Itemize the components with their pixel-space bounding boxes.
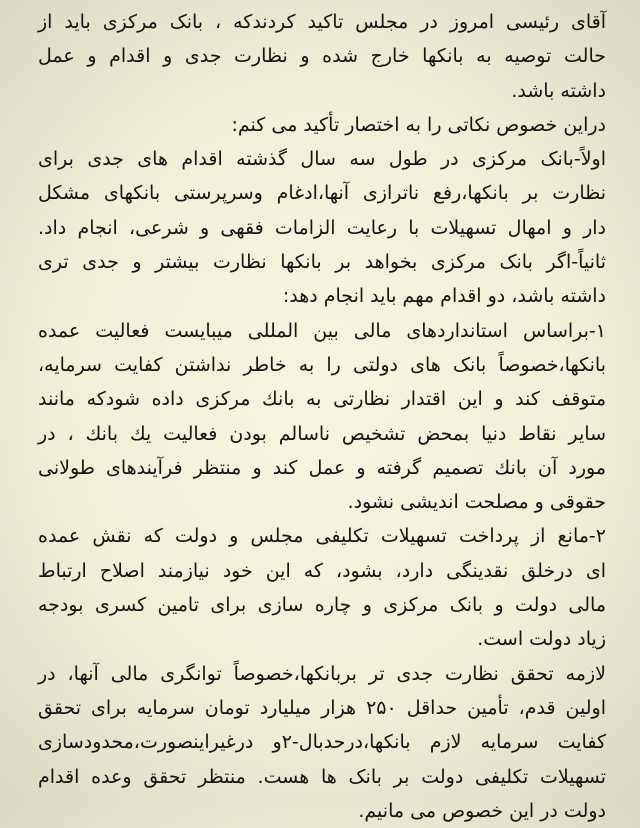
text-line: داشته باشد.: [511, 79, 606, 102]
text-line: دولت در این خصوص می مانیم.: [358, 799, 606, 822]
text-line: اولین قدم، تأمین حداقل ۲۵۰ هزار میلیارد تومان سرمایه برای تحقق: [38, 696, 606, 719]
text-line: آقای رئیسی امروز در مجلس تاکید کردندکه ، بانک مرکزی باید از: [38, 11, 606, 33]
text-line: حالت توصیه به بانکها خارج شده و نظارت جدی و اقدام و عمل: [38, 45, 606, 68]
text-line: اولاً-بانک مرکزی در طول سه سال گذشته اقدام های جدی برای: [38, 148, 606, 171]
text-line: لازمه تحقق نظارت جدی تر بربانکها،خصوصاً توانگری مالی آنها، در: [38, 662, 606, 685]
text-line: تسهیلات تکلیفی دولت بر بانک ها هست. منتظر تحقق وعده اقدام: [38, 765, 606, 788]
text-line: ۲-مانع از پرداخت تسهیلات تکلیفی مجلس و دولت که نقش عمده: [38, 525, 606, 548]
text-line: بانکها،خصوصاً بانک های دولتی را به خاطر نداشتن کفایت سرمایه،: [38, 353, 606, 376]
text-line: ۱-براساس استانداردهای مالی بین المللی میبایست فعالیت عمده: [38, 319, 606, 342]
text-line: سایر نقاط دنیا بمحض تشخیص ناسالم بودن فعالیت يك بانك ، در: [38, 422, 606, 445]
text-line: زیاد دولت است.: [477, 628, 606, 651]
text-line: متوقف کند و این اقتدار نظارتی به بانك مرکزی داده شودکه مانند: [38, 388, 606, 411]
text-line: مورد آن بانك تصمیم گرفته و عمل کند و منتظر فرآیندهای طولانی: [38, 456, 606, 479]
text-line: ای درخلق نقدینگی دارد، بشود، که این خود نیازمند اصلاح ارتباط: [38, 559, 606, 582]
text-line: دراین خصوص نکاتی را به اختصار تأکید می کنم:: [231, 113, 606, 136]
document-text: [38, 5, 606, 828]
text-line: داشته باشد، دو اقدام مهم باید انجام دهد:: [282, 285, 606, 308]
text-line: ثانیاً-اگر بانک مرکزی بخواهد بر بانکها نظارت بیشتر و جدی تری: [38, 251, 606, 274]
text-line: مالی دولت و بانک مرکزی و چاره سازی برای تامین کسری بودجه: [38, 594, 606, 617]
text-line: نظارت بر بانکها،رفع ناترازی آنها،ادغام وسرپرستی بانکهای مشکل: [38, 182, 606, 205]
text-line: کفایت سرمایه لازم بانکها،درحدبال-۲و درغیراینصورت،محدودسازی: [38, 731, 606, 754]
text-line: حقوقی و مصلحت اندیشی نشود.: [347, 491, 606, 514]
text-line: دار و امهال تسهیلات با رعایت الزامات فقهی و شرعی، انجام داد.: [38, 216, 606, 239]
